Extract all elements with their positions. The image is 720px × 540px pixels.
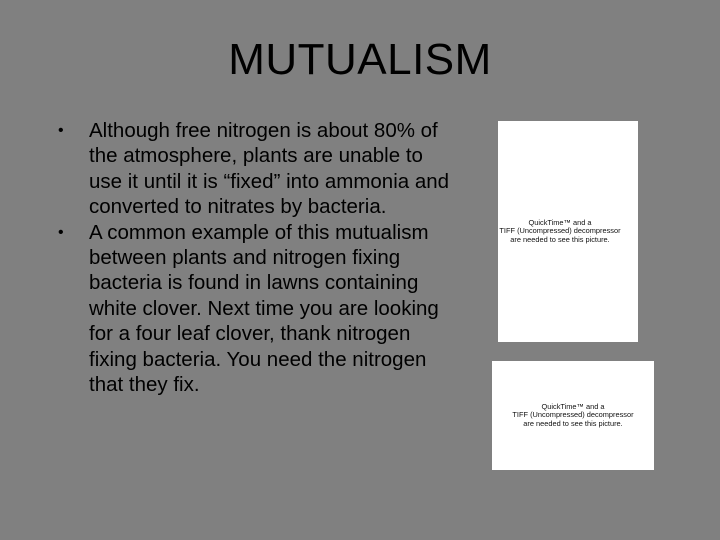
bullet-dot-icon: • [58,223,64,241]
bullet-list [56,118,456,397]
image-placeholder [498,121,638,342]
placeholder-message: QuickTime™ and a TIFF (Uncompressed) decompressor are needed to see this picture. [499,218,621,244]
placeholder-message: QuickTime™ and a TIFF (Uncompressed) decompressor are needed to see this picture. [512,402,634,428]
bullet-text: Although free nitrogen is about 80% of the atmosphere, plants are unable to use it until it is “fixed” into ammonia and converted to nitrates by bacteria. [89,119,450,219]
slide-title: MUTUALISM [228,35,492,84]
bullet-item [56,220,456,398]
bullet-dot-icon: • [58,122,64,139]
bullet-text: A common example of this mutualism between plants and nitrogen fixing bacteria is found in lawns containing white clover. Next time you are looking for a four leaf clover, thank nitrogen fixing bacteria. You need the nitrogen that they fix. [89,220,439,397]
image-placeholder [492,361,654,470]
bullet-item [56,118,456,220]
